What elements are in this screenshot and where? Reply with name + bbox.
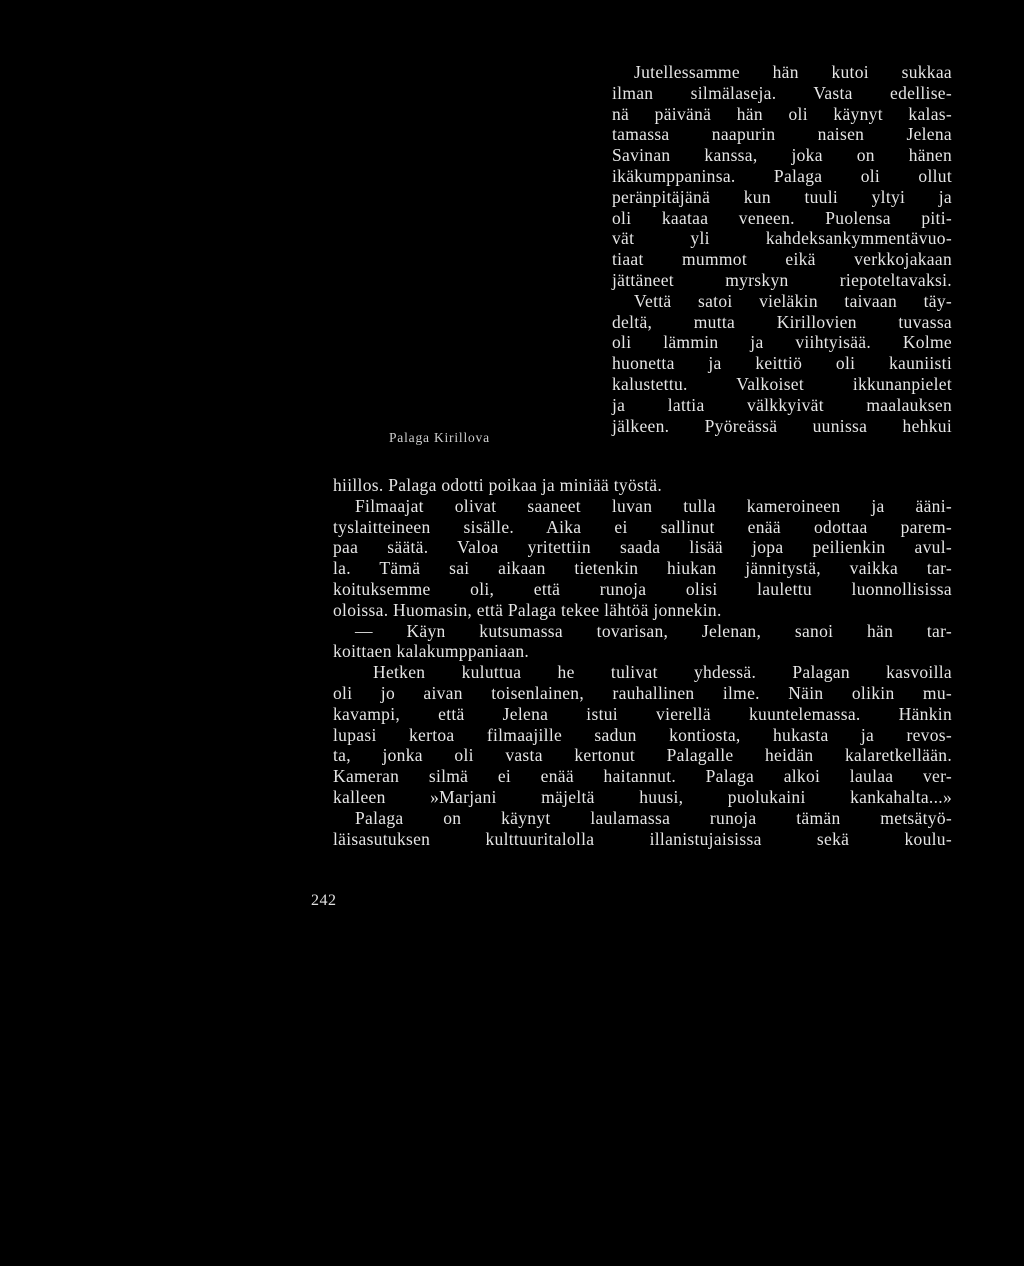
text-line: ta, jonka oli vasta kertonut Palagalle heidän kalaretkellään. — [333, 745, 952, 766]
text-line: la. Tämä sai aikaan tietenkin hiukan jännitystä, vaikka tar- — [333, 558, 952, 579]
page-number: 242 — [311, 892, 337, 909]
text-line: koituksemme oli, että runoja olisi laulettu luonnollisissa — [333, 578, 952, 599]
text-line: jälkeen. Pyöreässä uunissa hehkui — [612, 415, 952, 436]
text-line: hiillos. Palaga odotti poikaa ja miniää työstä. — [333, 475, 663, 495]
text-line: paa säätä. Valoa yritettiin saada lisää jopa peilienkin avul- — [333, 537, 952, 558]
text-line: Hetken kuluttua he tulivat yhdessä. Palagan kasvoilla — [373, 662, 952, 683]
text-line: kalleen »Marjani mäjeltä huusi, puolukaini kankahalta...» — [333, 786, 952, 807]
text-line: Filmaajat olivat saaneet luvan tulla kameroineen ja ääni- — [355, 495, 952, 516]
image-caption: Palaga Kirillova — [389, 430, 490, 445]
text-line: deltä, mutta Kirillovien tuvassa — [612, 311, 952, 332]
text-line: vät yli kahdeksankymmentävuo- — [612, 228, 952, 249]
text-line: Vettä satoi vieläkin taivaan täy- — [634, 290, 952, 311]
text-line: tiaat mummot eikä verkkojakaan — [612, 249, 952, 270]
text-line: Jutellessamme hän kutoi sukkaa — [634, 62, 952, 82]
text-line: tyslaitteineen sisälle. Aika ei sallinut enää odottaa parem- — [333, 516, 952, 537]
text-line: läisasutuksen kulttuuritalolla illanistujaisissa sekä koulu- — [333, 828, 952, 849]
text-line: ja lattia välkkyivät maalauksen — [612, 394, 952, 415]
text-line: oli lämmin ja viihtyisää. Kolme — [612, 332, 952, 353]
text-line: Savinan kanssa, joka on hänen — [612, 145, 952, 166]
text-line: kavampi, että Jelena istui vierellä kuuntelemassa. Hänkin — [333, 703, 952, 724]
text-line: peränpitäjänä kun tuuli yltyi ja — [612, 186, 952, 207]
text-line: kalustettu. Valkoiset ikkunanpielet — [612, 373, 952, 394]
text-line: jättäneet myrskyn riepoteltavaksi. — [612, 269, 952, 290]
wide-text-column — [333, 475, 952, 849]
narrow-text-column — [612, 62, 952, 436]
text-line: nä päivänä hän oli käynyt kalas- — [612, 103, 952, 124]
text-line: koittaen kalakumppaniaan. — [333, 641, 530, 662]
text-line: — Käyn kutsumassa tovarisan, Jelenan, sanoi hän tar- — [355, 620, 952, 641]
text-line: lupasi kertoa filmaajille sadun kontiosta, hukasta ja revos- — [333, 724, 952, 745]
text-line: oli jo aivan toisenlainen, rauhallinen ilme. Näin olikin mu- — [333, 682, 952, 703]
text-line: oloissa. Huomasin, että Palaga tekee lähtöä jonnekin. — [333, 599, 722, 620]
text-line: Kameran silmä ei enää haitannut. Palaga alkoi laulaa ver- — [333, 766, 952, 787]
text-line: huonetta ja keittiö oli kauniisti — [612, 353, 952, 374]
text-line: oli kaataa veneen. Puolensa piti- — [612, 207, 952, 228]
text-line: ikäkumppaninsa. Palaga oli ollut — [612, 165, 952, 186]
text-line: Palaga on käynyt laulamassa runoja tämän metsätyö- — [355, 807, 952, 828]
text-line: tamassa naapurin naisen Jelena — [612, 124, 952, 145]
text-line: ilman silmälaseja. Vasta edellise- — [612, 82, 952, 103]
